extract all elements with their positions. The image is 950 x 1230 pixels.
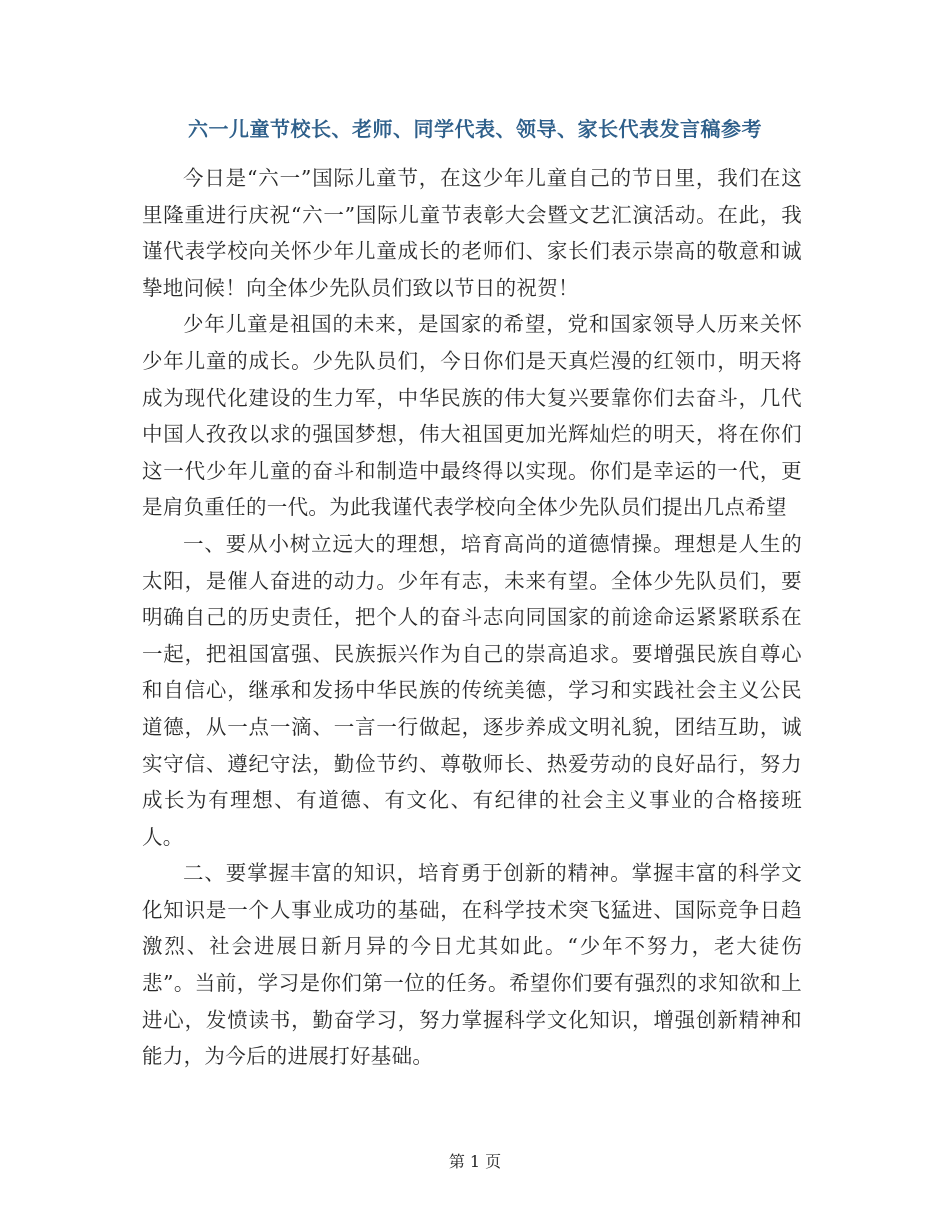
paragraph-future: 少年儿童是祖国的未来，是国家的希望，党和国家领导人历来关怀少年儿童的成长。少先队员们，今日你们是天真烂漫的红领巾，明天将成为现代化建设的生力军，中华民族的伟大复兴要靠你们去奋斗，几代中国人孜孜以求的强国梦想，伟大祖国更加光辉灿烂的明天，将在你们这一代少年儿童的奋斗和制造中最终得以实现。你们是幸运的一代，更是肩负重任的一代。为此我谨代表学校向全体少先队员们提出几点希望 xyxy=(142,312,802,520)
paragraph-point-two: 二、要掌握丰富的知识，培育勇于创新的精神。掌握丰富的科学文化知识是一个人事业成功的基础，在科学技术突飞猛进、国际竞争日趋激烈、社会进展日新月异的今日尤其如此。“少年不努力，老大徒伤悲”。当前，学习是你们第一位的任务。希望你们要有强烈的求知欲和上进心，发愤读书，勤奋学习，努力掌握科学文化知识，增强创新精神和能力，为今后的进展打好基础。 xyxy=(142,861,802,1069)
paragraph-point-one: 一、要从小树立远大的理想，培育高尚的道德情操。理想是人生的太阳，是催人奋进的动力。少年有志，未来有望。全体少先队员们，要明确自己的历史责任，把个人的奋斗志向同国家的前途命运紧紧联系在一起，把祖国富强、民族振兴作为自己的崇高追求。要增强民族自尊心和自信心，继承和发扬中华民族的传统美德，学习和实践社会主义公民道德，从一点一滴、一言一行做起，逐步养成文明礼貌，团结互助，诚实守信、遵纪守法，勤俭节约、尊敬师长、热爱劳动的良好品行，努力成长为有理想、有道德、有文化、有纪律的社会主义事业的合格接班人。 xyxy=(142,531,802,849)
page-number: 第 1 页 xyxy=(448,1152,502,1171)
document-body xyxy=(142,160,802,1075)
paragraph-opening: 今日是“六一”国际儿童节，在这少年儿童自己的节日里，我们在这里隆重进行庆祝“六一”国际儿童节表彰大会暨文艺汇演活动。在此，我谨代表学校向关怀少年儿童成长的老师们、家长们表示崇高的敬意和诚挚地问候！向全体少先队员们致以节日的祝贺！ xyxy=(142,166,802,300)
document-title: 六一儿童节校长、老师、同学代表、领导、家长代表发言稿参考 xyxy=(188,117,762,141)
